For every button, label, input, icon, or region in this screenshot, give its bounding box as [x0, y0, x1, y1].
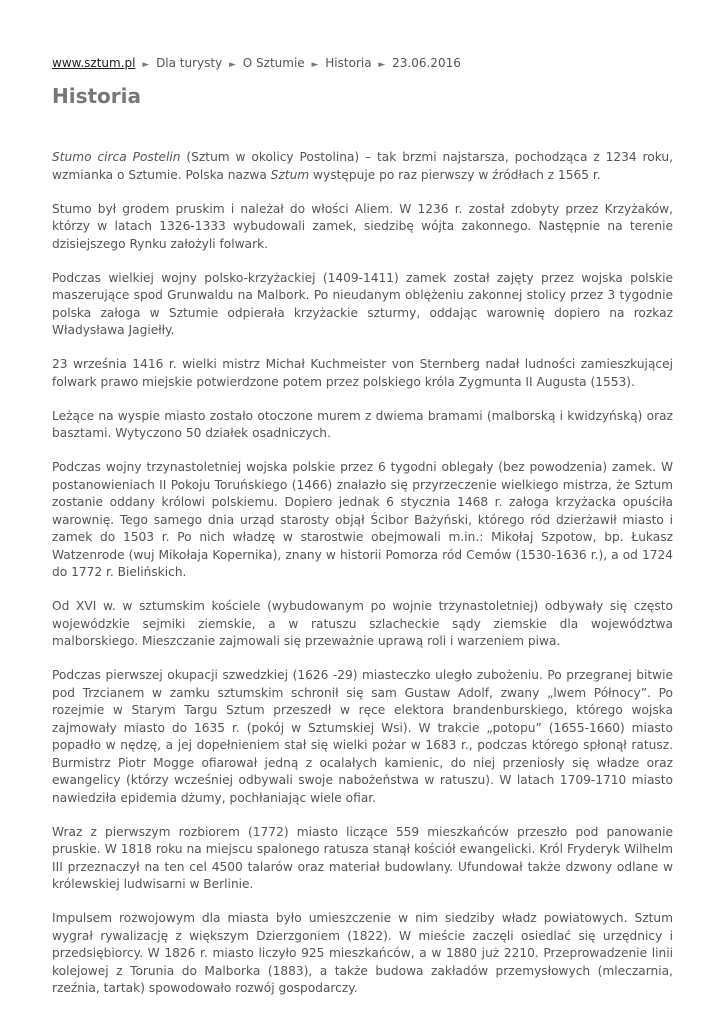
breadcrumb-item-dla-turysty[interactable]: Dla turysty [156, 56, 223, 70]
article-paragraph: Leżące na wyspie miasto zostało otoczone murem z dwiema bramami (malborską i kwidzyńską) oraz basztami. Wytyczono 50 działek osadniczych. [52, 408, 673, 440]
breadcrumb [52, 55, 673, 73]
article-paragraph: Stumo był grodem pruskim i należał do włości Aliem. W 1236 r. został zdobyty przez Krzyżaków, którzy w latach 1326-1333 wybudowali zamek, siedzibę wójta zakonnego. Następnie na terenie dzisiejszego Rynku założyli folwark. [52, 201, 673, 251]
article-paragraph: Impulsem rozwojowym dla miasta było umieszczenie w nim siedziby władz powiatowych. Sztum wygrał rywalizację z większym Dzierzgoniem (1822). W mieście zaczęli osiedlać się urzędnicy i przedsiębiorcy. W 1826 r. miasto liczyło 925 mieszkańców, a w 1880 już 2210. Przeprowadzenie linii kolejowej z Torunia do Malborka (1883), a także budowa zakładów przemysłowych (mleczarnia, rzeźnia, tartak) spowodowało rozwój gospodarczy. [52, 911, 673, 995]
article-paragraph: Podczas pierwszej okupacji szwedzkiej (1626 -29) miasteczko uległo zubożeniu. Po przegranej bitwie pod Trzcianem w zamku sztumskim schronił się sam Gustaw Adolf, zwany „lwem Północy”. Po rozejmie w Starym Targu Sztum przeszedł w ręce elektora brandenburskiego, którego wojska zajmowały miasto do 1635 r. (pokój w Sztumskiej Wsi). W trakcie „potopu” (1655-1660) miasto popadło w nędzę, a jej dopełnieniem stał się wielki pożar w 1683 r., podczas którego spłonął ratusz. Burmistrz Piotr Mogge ofiarował jedną z ocalałych kamienic, do niej przeniosły się władze oraz ewangelicy (którzy wcześniej odbywali swoje nabożeństwa w ratuszu). W latach 1709-1710 miasto nawiedziła epidemia dżumy, pochłaniając wiele ofiar. [52, 668, 673, 805]
breadcrumb-separator-icon: ► [311, 60, 319, 70]
breadcrumb-separator-icon: ► [142, 60, 150, 70]
latin-name: Stumo circa Postelin [52, 150, 181, 164]
breadcrumb-item-o-sztumie[interactable]: O Sztumie [242, 56, 305, 70]
article-paragraph: Wraz z pierwszym rozbiorem (1772) miasto liczące 559 mieszkańców przeszło pod panowanie pruskie. W 1818 roku na miejscu spalonego ratusza stanął kościół ewangelicki. Król Fryderyk Wilhelm III przeznaczył na ten cel 4500 talarów oraz materiał budowlany. Ufundował także dzwony odlane w królewskiej ludwisarni w Berlinie. [52, 824, 673, 891]
article-paragraph: Podczas wojny trzynastoletniej wojska polskie przez 6 tygodni oblegały (bez powodzenia) zamek. W postanowieniach II Pokoju Toruńskiego (1466) znalazło się przyrzeczenie wielkiego mistrza, że Sztum zostanie oddany królowi polskiemu. Dopiero jednak 6 stycznia 1468 r. załoga krzyżacka opuściła warownię. Tego samego dnia urząd starosty objął Ścibor Bażyński, którego ród dzierżawił miasto i zamek do 1503 r. Po nich władzę w starostwie obejmowali m.in.: Mikołaj Szpotow, bp. Łukasz Watzenrode (wuj Mikołaja Kopernika), znany w historii Pomorza ród Cemów (1530-1636 r.), a od 1724 do 1772 r. Bielińskich. [52, 460, 673, 579]
article-paragraph [52, 149, 673, 184]
breadcrumb-separator-icon: ► [378, 60, 386, 70]
polish-name: Sztum [270, 167, 310, 182]
breadcrumb-home-link[interactable]: www.sztum.pl [52, 56, 136, 70]
article-paragraph: Podczas wielkiej wojny polsko-krzyżackiej (1409-1411) zamek został zajęty przez wojska polskie maszerujące spod Grunwaldu na Malbork. Po nieudanym oblężeniu zakonnej stolicy przez 3 tygodnie polska załoga w Sztumie odpierała krzyżackie szturmy, oddając warownię dopiero na rozkaz Władysława Jagiełły. [52, 270, 673, 337]
breadcrumb-separator-icon: ► [229, 60, 236, 70]
breadcrumb-date: 23.06.2016 [392, 56, 461, 70]
article-paragraph: Od XVI w. w sztumskim kościele (wybudowanym po wojnie trzynastoletniej) odbywały się często wojewódzkie sejmiki ziemskie, a w ratuszu szlacheckie sądy ziemskie dla województwa malborskiego. Mieszczanie zajmowali się przeważnie uprawą roli i warzeniem piwa. [52, 599, 673, 648]
breadcrumb-item-historia[interactable]: Historia [325, 56, 372, 70]
article-paragraph: 23 września 1416 r. wielki mistrz Michał Kuchmeister von Sternberg nadał ludności zamieszkującej folwark prawo miejskie potwierdzone potem przez polskiego króla Zygmunta II Augusta (1553). [52, 357, 673, 389]
paragraph-text: (Sztum w okolicy Postolina) – tak brzmi najstarsza, pochodząca z 1234 roku, wzmianka o Sztumie. Polska nazwa [52, 150, 674, 182]
page-title: Historia [52, 84, 142, 108]
paragraph-text: występuje po raz pierwszy w źródłach z 1565 r. [309, 167, 601, 182]
article-body [52, 149, 673, 998]
